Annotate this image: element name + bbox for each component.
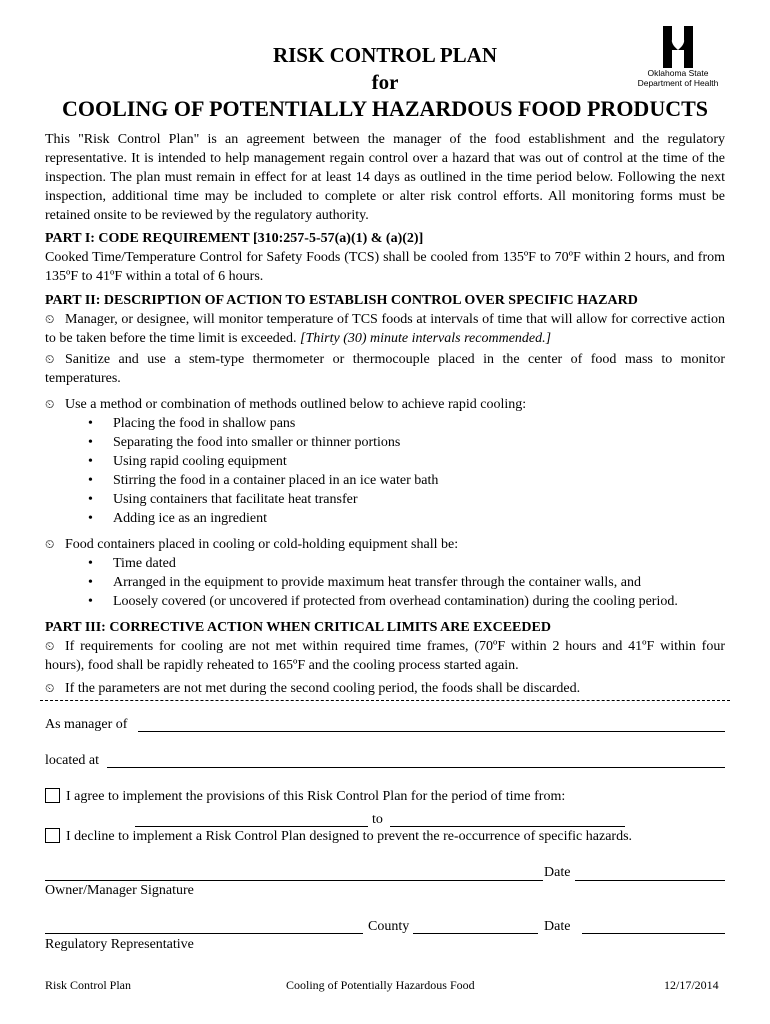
located-at-field[interactable] <box>107 767 725 768</box>
list-item: • Stirring the food in a container placed in an ice water bath <box>88 471 438 490</box>
list-item: • Loosely covered (or uncovered if protected from overhead contamination) during the cooling period. <box>88 592 678 611</box>
part2-item-3 <box>45 395 725 414</box>
regulatory-signature-field[interactable] <box>45 933 363 934</box>
list-item: • Placing the food in shallow pans <box>88 414 438 433</box>
manager-of-field[interactable] <box>138 731 725 732</box>
part1-heading: PART I: CODE REQUIREMENT [310:257-5-57(a)(1) & (a)(2)] <box>45 231 424 246</box>
agree-checkbox[interactable] <box>45 788 60 803</box>
title-line-3: COOLING OF POTENTIALLY HAZARDOUS FOOD PRODUCTS <box>61 96 709 121</box>
oklahoma-health-logo-icon <box>661 26 695 68</box>
part2-item-2 <box>45 350 725 388</box>
county-label: County <box>368 919 410 934</box>
list-item: • Using rapid cooling equipment <box>88 452 438 471</box>
part3-heading: PART III: CORRECTIVE ACTION WHEN CRITICAL LIMITS ARE EXCEEDED <box>45 620 551 635</box>
list-item: • Adding ice as an ingredient <box>88 509 438 528</box>
part2-heading-block <box>45 291 725 348</box>
part3-item-1-text: If requirements for cooling are not met within required time frames, (70ºF within 2 hours and 41ºF within four hours), food shall be rapidly reheated to 165ºF and the cooling process started again. <box>45 639 725 673</box>
manager-label: As manager of <box>45 717 128 732</box>
footer-left: Risk Control Plan <box>45 978 132 992</box>
decline-label: I decline to implement a Risk Control Plan designed to prevent the re-occurrence of specific hazards. <box>66 829 633 844</box>
cooling-methods-list <box>88 414 438 528</box>
part3-item-1 <box>45 637 725 675</box>
logo-text-line-1: Oklahoma State <box>647 68 709 78</box>
decline-checkbox[interactable] <box>45 828 60 843</box>
part2-item-1-text: Manager, or designee, will monitor temperature of TCS foods at intervals of time that will allow for corrective action to be taken before the time limit is exceeded. <box>45 312 725 346</box>
regulatory-date-label: Date <box>544 919 571 934</box>
to-label: to <box>372 812 383 827</box>
clock-bullet-icon: ⏲ <box>45 537 55 551</box>
part3-item-2-text: If the parameters are not met during the second cooling period, the foods shall be discarded. <box>65 681 581 696</box>
part2-item-1-note: [Thirty (30) minute intervals recommended.] <box>300 331 552 346</box>
footer-date: 12/17/2014 <box>664 978 719 992</box>
regulatory-date-field[interactable] <box>582 933 725 934</box>
part2-item-4-text: Food containers placed in cooling or cold-holding equipment shall be: <box>65 537 459 552</box>
footer-center: Cooling of Potentially Hazardous Food <box>286 978 475 992</box>
list-item: • Separating the food into smaller or thinner portions <box>88 433 438 452</box>
clock-bullet-icon: ⏲ <box>45 312 55 326</box>
county-field[interactable] <box>413 933 538 934</box>
part2-item-4 <box>45 535 725 554</box>
clock-bullet-icon: ⏲ <box>45 681 55 695</box>
health-department-logo <box>618 26 738 88</box>
part2-item-1 <box>45 310 725 348</box>
list-item: • Arranged in the equipment to provide maximum heat transfer through the container walls, and <box>88 573 678 592</box>
part1-text: Cooked Time/Temperature Control for Safety Foods (TCS) shall be cooled from 135ºF to 70ºF within 2 hours, and from 135ºF to 41ºF within a total of 6 hours. <box>45 250 725 284</box>
part3-item-2 <box>45 679 725 698</box>
clock-bullet-icon: ⏲ <box>45 639 55 653</box>
agree-label: I agree to implement the provisions of this Risk Control Plan for the period of time from: <box>66 789 566 804</box>
located-label: located at <box>45 753 100 768</box>
section-divider <box>40 700 730 701</box>
container-requirements-list <box>88 554 678 611</box>
part2-item-3-text: Use a method or combination of methods outlined below to achieve rapid cooling: <box>65 397 527 412</box>
part2-heading: PART II: DESCRIPTION OF ACTION TO ESTABLISH CONTROL OVER SPECIFIC HAZARD <box>45 293 638 308</box>
logo-text-line-2: Department of Health <box>637 78 719 88</box>
owner-date-field[interactable] <box>575 880 725 881</box>
part3-section <box>45 618 725 675</box>
part2-item-2-text: Sanitize and use a stem-type thermometer or thermocouple placed in the center of food mass to monitor temperatures. <box>45 352 725 386</box>
intro-paragraph: This "Risk Control Plan" is an agreement between the manager of the food establishment and the regulatory representative. It is intended to help management regain control over a hazard that was out of control at the time of the inspection. The plan must remain in effect for at least 14 days as outlined in the time period below. Following the next inspection, additional time may be included to complete or alter risk control efforts. All monitoring forms must be retained onsite to be reviewed by the regulatory authority. <box>45 132 725 223</box>
title-line-1: RISK CONTROL PLAN <box>272 43 498 67</box>
list-item: • Time dated <box>88 554 678 573</box>
part1-section <box>45 229 725 286</box>
owner-signature-label: Owner/Manager Signature <box>45 883 194 898</box>
clock-bullet-icon: ⏲ <box>45 397 55 411</box>
clock-bullet-icon: ⏲ <box>45 352 55 366</box>
title-line-2: for <box>371 70 399 94</box>
list-item: • Using containers that facilitate heat transfer <box>88 490 438 509</box>
owner-date-label: Date <box>544 865 571 880</box>
regulatory-representative-label: Regulatory Representative <box>45 937 194 952</box>
